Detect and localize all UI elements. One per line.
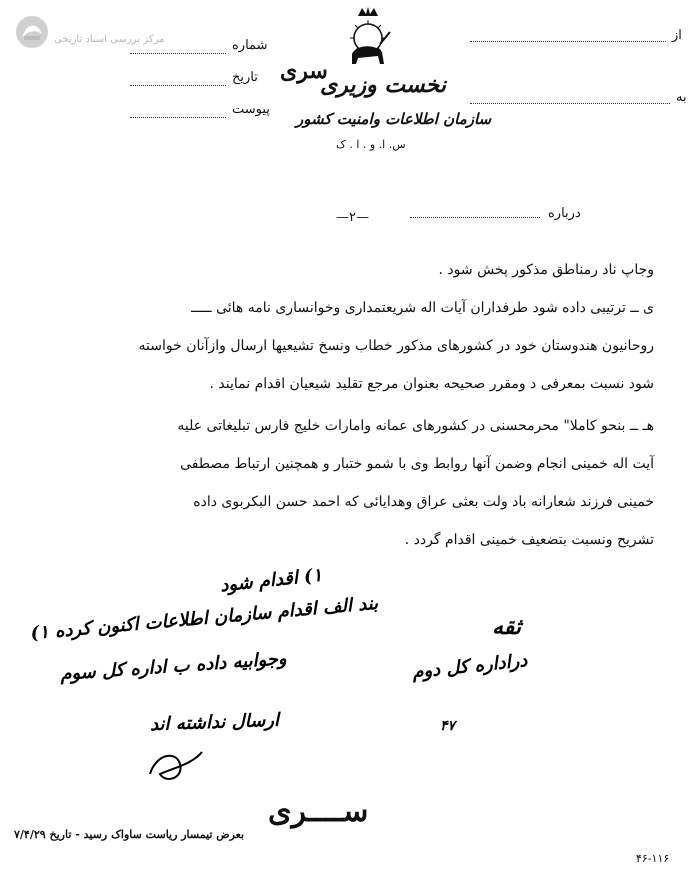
to-field	[470, 102, 670, 104]
org-line-2: سازمان اطلاعات وامنیت کشور	[296, 110, 492, 128]
from-field	[470, 40, 666, 42]
archive-logo-icon	[12, 12, 52, 52]
number-field	[130, 52, 226, 54]
lion-and-sun-emblem-icon	[340, 4, 396, 68]
body-line-6: آیت اله خمینی انجام وضمن آنها روابط وی با شمو ختبار و همچنین ارتباط مصطفی	[180, 456, 654, 472]
page-number: —۲—	[336, 210, 369, 225]
handwritten-right-line-2: دراداره کل دوم	[411, 650, 529, 683]
handwritten-right-line-3: ۴۷	[440, 718, 456, 734]
date-field	[130, 84, 226, 86]
to-label: به	[676, 90, 687, 105]
handwritten-note-line-3: وجوابیه داده ب اداره کل سوم	[59, 648, 288, 685]
number-label: شماره	[232, 38, 268, 53]
watermark-text: مرکز بررسی اسناد تاریخی	[54, 34, 165, 45]
handwritten-note-line-1: ۱) اقدام شود	[219, 564, 324, 597]
subject-field	[410, 216, 540, 218]
handwritten-note-line-4: ارسال نداشته اند	[149, 709, 280, 736]
body-line-5: هـ ــ بنحو کاملا" محرمحسنی در کشورهای عمانه وامارات خلیج فارس تبلیغاتی علیه	[177, 418, 654, 434]
body-line-1: وجاپ ناد رمناطق مذکور پخش شود .	[438, 262, 654, 278]
received-note: بعرض تیمسار ریاست ساواک رسید - تاریخ ۷/۴/۲۹	[14, 828, 245, 841]
classification-bottom: ســــری	[268, 794, 369, 829]
from-label: از	[672, 28, 682, 43]
handwritten-note-line-2: بند الف اقدام سازمان اطلاعات اکنون کرده ۱)	[29, 592, 379, 645]
attachment-label: پیوست	[232, 102, 270, 117]
document-number: ۴۶-۱۱۶	[636, 852, 670, 865]
attachment-field	[130, 116, 226, 118]
org-line-1: نخست وزیری	[320, 72, 446, 98]
body-line-2: ی ــ ترتیبی داده شود طرفداران آیات اله شریعتمداری وخوانساری نامه هائی ـــــ	[191, 300, 654, 316]
body-line-4: شود نسبت بمعرفی د ومقرر صحیحه بعنوان مرجع تقلید شیعیان اقدام نمایند .	[209, 376, 654, 392]
body-line-3: روحانیون هندوستان خود در کشورهای مذکور خطاب ونسخ تشیعیها ارسال وازآنان خواسته	[138, 338, 654, 354]
watermark-logo	[8, 8, 168, 56]
body-line-7: خمینی فرزند شعارانه باد ولت بعثی عراق وهدایائی که احمد حسن البکربوی داده	[193, 494, 654, 510]
handwritten-signature-icon	[146, 744, 206, 788]
date-label: تاریخ	[232, 70, 258, 85]
body-line-8: تشریح ونسبت بتضعیف خمینی اقدام گردد .	[404, 532, 654, 548]
classification-top: سری	[280, 58, 328, 84]
subject-label: درباره	[548, 206, 581, 221]
handwritten-right-line-1: ثقه	[492, 614, 522, 640]
reference-code: س. ا. و . ا . ک	[336, 138, 406, 151]
